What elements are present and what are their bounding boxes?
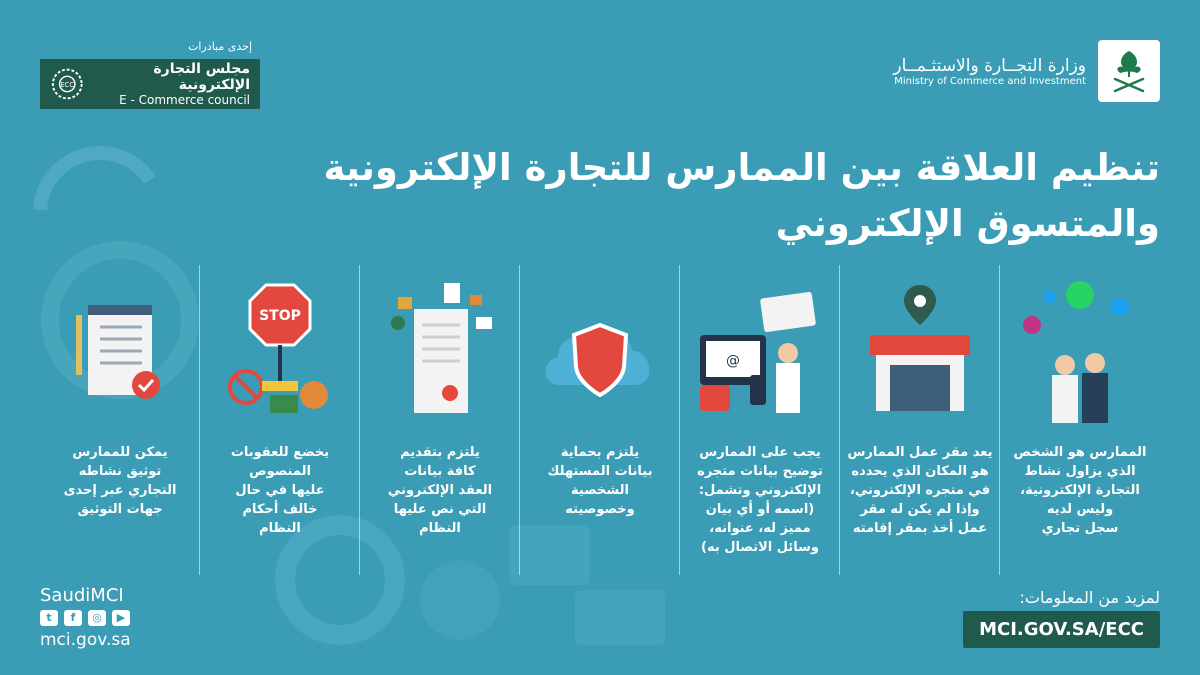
twitter-icon[interactable]: t bbox=[40, 610, 58, 626]
social-links bbox=[40, 585, 131, 650]
column-5-text: يلتزم بتقديم كافة بيانات العقد الإلكتروني التي نص عليها النظام bbox=[387, 445, 493, 536]
column-4 bbox=[520, 265, 680, 585]
column-7-text: يمكن للممارس توثيق نشاطه التجاري عبر إحدى جهات التوثيق bbox=[63, 445, 177, 517]
column-4-text: يلتزم بحماية بيانات المستهلك الشخصية وخصوصيته bbox=[547, 445, 653, 517]
ecc-logo-box bbox=[40, 59, 260, 109]
svg-text:@: @ bbox=[726, 353, 740, 369]
checklist-document-icon bbox=[50, 275, 190, 425]
youtube-icon[interactable]: ▶ bbox=[112, 610, 130, 626]
social-handle: SaudiMCI bbox=[40, 585, 124, 606]
ministry-name-ar: وزارة التجــارة والاستثـمــار bbox=[893, 55, 1086, 76]
column-1 bbox=[1000, 265, 1160, 585]
contract-document-icon bbox=[370, 275, 510, 425]
svg-text:STOP: STOP bbox=[259, 308, 301, 324]
website-link[interactable]: mci.gov.sa bbox=[40, 630, 131, 650]
title-line-2: والمتسوق الإلكتروني bbox=[775, 202, 1160, 245]
more-info-url[interactable]: MCI.GOV.SA/ECC bbox=[963, 611, 1160, 648]
column-divider bbox=[199, 265, 200, 575]
cloud-shield-icon bbox=[530, 275, 670, 425]
column-7 bbox=[40, 265, 200, 585]
column-2 bbox=[840, 265, 1000, 585]
column-divider bbox=[679, 265, 680, 575]
more-info-label: لمزيد من المعلومات: bbox=[1019, 588, 1160, 607]
more-info bbox=[963, 588, 1160, 648]
ministry-branding bbox=[893, 40, 1160, 102]
column-6-text: يخضع للعقوبات المنصوص عليها في حال خالف أحكام النظام bbox=[230, 445, 330, 536]
saudi-emblem-icon bbox=[1098, 40, 1160, 102]
column-divider bbox=[359, 265, 360, 575]
column-6 bbox=[200, 265, 360, 585]
practitioner-social-icon bbox=[1010, 275, 1150, 425]
column-divider bbox=[519, 265, 520, 575]
stop-penalty-icon bbox=[210, 275, 350, 425]
facebook-icon[interactable]: f bbox=[64, 610, 82, 626]
column-2-text: يعد مقر عمل الممارس هو المكان الذي يحدده في متجره الإلكتروني، وإذا لم يكن له مقر عمل أخذ بمقر إقامته bbox=[847, 445, 993, 536]
column-divider bbox=[839, 265, 840, 575]
column-3-text: يجب على الممارس توضيح بيانات متجره الإلكتروني وتشمل: (اسمه أو أي بيان مميز له، عنوانه، وسائل الاتصال به) bbox=[697, 445, 823, 555]
title-line-1: تنظيم العلاقة بين الممارس للتجارة الإلكترونية bbox=[323, 146, 1160, 189]
ecc-branding bbox=[40, 40, 260, 109]
ecc-name-ar: مجلس التجارة الإلكترونية bbox=[153, 61, 250, 93]
ecc-initiative-label: إحدى مبادرات bbox=[188, 40, 252, 53]
svg-text:ECC: ECC bbox=[60, 80, 75, 89]
info-columns bbox=[40, 265, 1160, 585]
ecc-logo-icon bbox=[50, 66, 85, 102]
column-divider bbox=[999, 265, 1000, 575]
column-5 bbox=[360, 265, 520, 585]
instagram-icon[interactable]: ◎ bbox=[88, 610, 106, 626]
column-3 bbox=[680, 265, 840, 585]
social-icons bbox=[40, 610, 131, 626]
contact-id-card-icon bbox=[690, 275, 830, 425]
column-1-text: الممارس هو الشخص الذي يزاول نشاط التجارة الإلكترونية، وليس لديه سجل تجاري bbox=[1013, 445, 1147, 536]
store-location-icon bbox=[850, 275, 990, 425]
ministry-name-en: Ministry of Commerce and Investment bbox=[894, 75, 1086, 87]
page-title bbox=[220, 140, 1160, 252]
ecc-name-en: E - Commerce council bbox=[119, 93, 250, 107]
